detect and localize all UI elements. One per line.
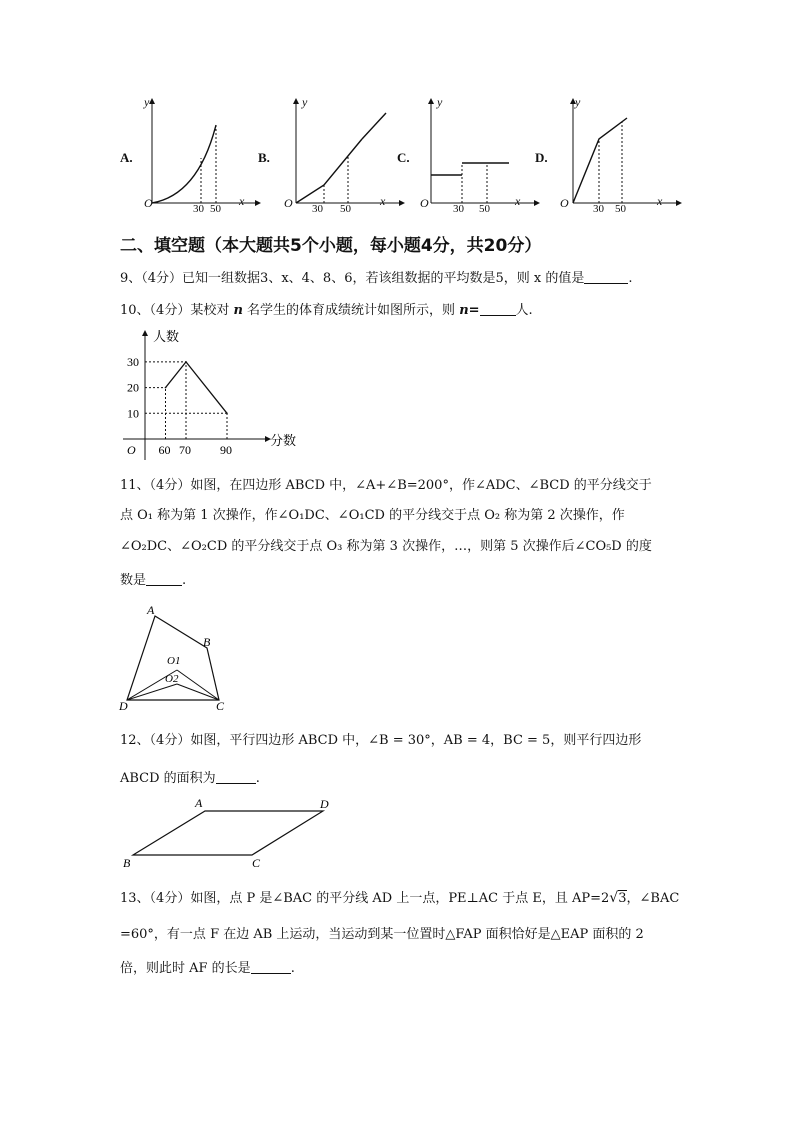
q10-n2: n <box>459 303 469 318</box>
q10-number: 10、（4分） <box>120 303 191 318</box>
q10-xtick-70: 70 <box>179 443 191 457</box>
q10-chart-origin: O <box>127 443 136 457</box>
q12-answer-blank[interactable] <box>216 770 256 784</box>
fig11-label-o1: O1 <box>167 655 181 667</box>
option-a-x: x <box>239 194 245 208</box>
q13-end: . <box>290 961 295 976</box>
option-d-y: y <box>575 95 581 109</box>
option-d-graph <box>535 95 675 215</box>
q12-line-2: ABCD 的面积为 <box>120 771 216 786</box>
q13-line-3: 倍，则此时 AF 的长是 <box>120 961 251 976</box>
option-c-origin: O <box>420 196 429 210</box>
option-d-plot <box>559 95 684 215</box>
option-a-y: y <box>144 95 150 109</box>
option-b-tick-30: 30 <box>312 203 323 215</box>
q13-line-1b: ，∠BAC <box>626 891 680 906</box>
q9-number: 9、（4分） <box>120 271 183 286</box>
q10-series-line <box>166 362 228 413</box>
q9-answer-blank[interactable] <box>584 270 628 284</box>
option-c-x: x <box>515 194 521 208</box>
question-9 <box>120 270 632 287</box>
q11-figure <box>115 600 245 710</box>
question-10 <box>120 302 533 319</box>
option-d-tick-30: 30 <box>593 203 604 215</box>
q12-line-2-wrap <box>120 770 260 787</box>
q10-xtick-60: 60 <box>158 443 171 457</box>
option-c-plot <box>417 95 542 215</box>
option-d-origin: O <box>560 196 569 210</box>
option-a-label: A. <box>120 150 133 165</box>
q10-chart <box>115 325 315 465</box>
q10-ytick-10: 10 <box>127 406 139 421</box>
q11-line-3: ∠O₂DC、∠O₂CD 的平分线交于点 O₃ 称为第 3 次操作，…，则第 5 次操作后∠CO₅D 的度 <box>120 539 652 554</box>
q11-line-2: 点 O₁ 称为第 1 次操作，作∠O₁DC、∠O₁CD 的平分线交于点 O₂ 称为第 2 次操作，作 <box>120 508 625 523</box>
q10-point-1 <box>185 361 187 363</box>
option-d-x: x <box>657 194 663 208</box>
q10-point-2 <box>226 413 228 415</box>
option-c-tick-30: 30 <box>453 203 464 215</box>
q13-sqrt-value: 3 <box>618 891 627 906</box>
fig12-label-d: D <box>320 797 329 811</box>
q10-chart-ylabel: 人数 <box>153 329 180 344</box>
q12-end: . <box>255 771 260 786</box>
q11-line-1: 11、（4分）如图，在四边形 ABCD 中，∠A+∠B=200°，作∠ADC、∠BCD 的平分线交于 <box>120 478 652 493</box>
q11-answer-blank[interactable] <box>146 572 182 586</box>
q13-answer-blank[interactable] <box>251 960 291 974</box>
q10-text-a: 某校对 <box>190 303 234 318</box>
q12-line-1: 12、（4分）如图，平行四边形 ABCD 中，∠B = 30°，AB = 4，BC = 5，则平行四边形 <box>120 733 642 748</box>
section-title: 二、填空题（本大题共5个小题，每小题4分，共20分） <box>120 236 542 256</box>
parallelogram-abcd <box>133 811 323 855</box>
q13-line-1a: 13、（4分）如图，点 P 是∠BAC 的平分线 AD 上一点，PE⊥AC 于点 E，且 AP=2 <box>120 891 610 906</box>
q10-xtick-90: 90 <box>220 443 232 457</box>
option-b-plot <box>282 95 407 215</box>
question-11 <box>120 478 652 494</box>
fig11-label-b: B <box>203 635 211 649</box>
q13-line-1-wrap <box>120 890 679 907</box>
option-b-y: y <box>302 95 308 109</box>
option-d-tick-50: 50 <box>615 203 626 215</box>
sqrt-symbol: √ <box>609 890 619 906</box>
q11-end: . <box>182 573 187 588</box>
option-c-y: y <box>437 95 443 109</box>
q13-line-3-wrap <box>120 960 295 977</box>
fig12-label-a: A <box>195 796 203 810</box>
option-c-tick-50: 50 <box>479 203 490 215</box>
q10-answer-blank[interactable] <box>480 302 516 316</box>
fig11-label-d: D <box>119 699 128 710</box>
q10-eq: = <box>468 303 480 318</box>
fig11-label-o2: O2 <box>165 673 179 685</box>
q11-line-4: 数是 <box>120 573 147 588</box>
q11-line-4-wrap <box>120 572 186 589</box>
q10-chart-xlabel: 分数 <box>270 433 297 448</box>
q12-figure <box>115 795 345 875</box>
fig11-label-a: A <box>147 603 155 617</box>
q10-text-c: 人. <box>515 303 533 318</box>
q9-text: 已知一组数据3、x、4、8、6，若该组数据的平均数是5，则 x 的值是 <box>182 271 585 286</box>
q10-text-b: 名学生的体育成绩统计如图所示，则 <box>242 303 460 318</box>
option-a-tick-30: 30 <box>193 203 204 215</box>
option-a-tick-50: 50 <box>210 203 221 215</box>
option-b-graph <box>258 95 398 215</box>
q10-n: n <box>233 303 243 318</box>
option-b-tick-50: 50 <box>340 203 351 215</box>
option-c-graph <box>397 95 537 215</box>
option-b-origin: O <box>284 196 293 210</box>
option-a-origin: O <box>144 196 153 210</box>
option-b-x: x <box>380 194 386 208</box>
fig11-label-c: C <box>216 699 225 710</box>
q10-ytick-20: 20 <box>127 380 139 395</box>
option-c-label: C. <box>397 150 410 165</box>
q9-end: . <box>628 271 633 286</box>
fig12-label-b: B <box>123 856 131 870</box>
option-d-label: D. <box>535 150 548 165</box>
option-a-graph <box>118 95 258 215</box>
q10-ytick-30: 30 <box>127 354 139 369</box>
fig12-label-c: C <box>252 856 261 870</box>
q10-point-0 <box>165 387 167 389</box>
option-b-label: B. <box>258 150 270 165</box>
q13-line-2: =60°，有一点 F 在边 AB 上运动，当运动到某一位置时△FAP 面积恰好是△EAP 面积的 2 <box>120 927 644 942</box>
